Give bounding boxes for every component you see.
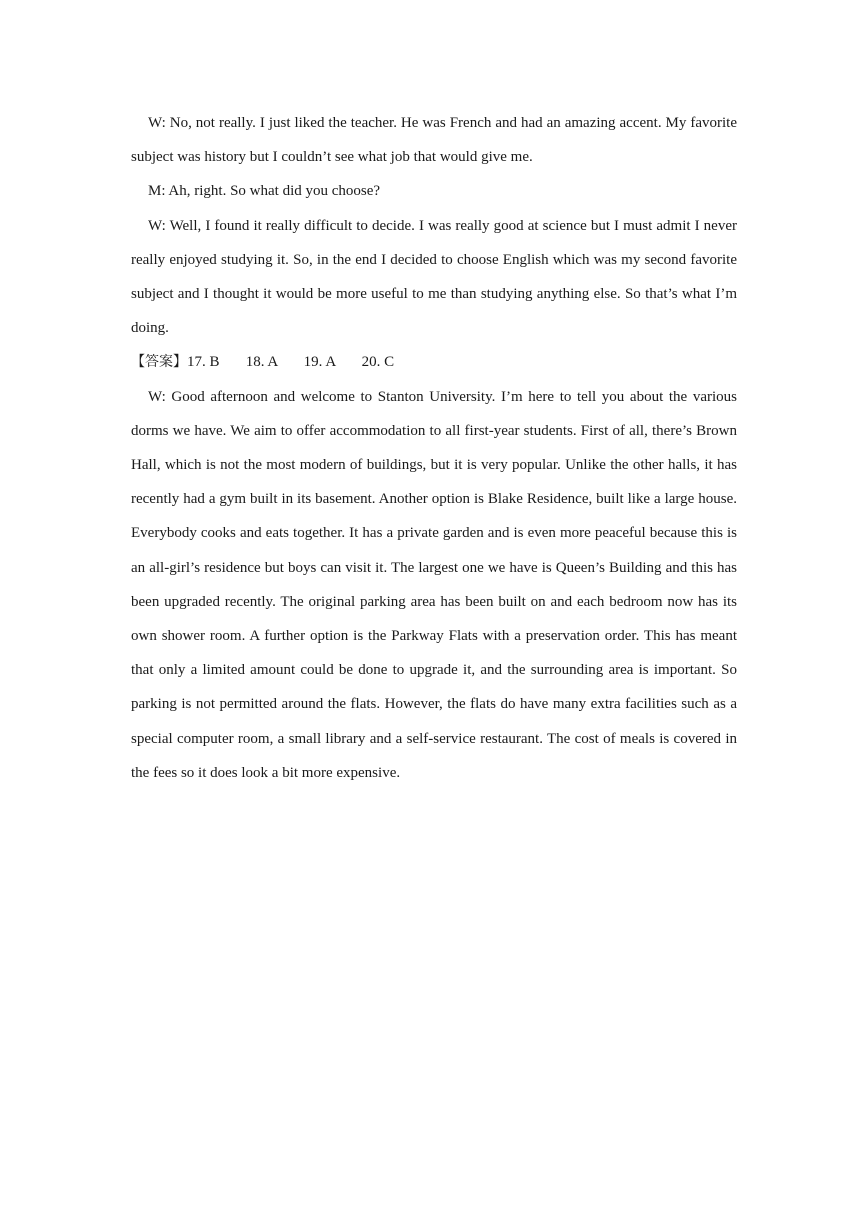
passage-paragraph: W: Good afternoon and welcome to Stanton University. I’m here to tell you about the various dorms we have. We aim to offer accommodation to all first-year students. First of all, there’s Brown Hall, which is not the most modern of buildings, but it is very popular. Unlike the other halls, it has recently had a gym built in its basement. Another option is Blake Residence, built like a large house. Everybody cooks and eats together. It has a private garden and is even more peaceful because this is an all-girl’s residence but boys can visit it. The largest one we have is Queen’s Building and this has been upgraded recently. The original parking area has been built on and each bedroom now has its own shower room. A further option is the Parkway Flats with a preservation order. This has meant that only a limited amount could be done to upgrade it, and the surrounding area is important. So parking is not permitted around the flats. However, the flats do have many extra facilities such as a special computer room, a small library and a self-service restaurant. The cost of meals is covered in the fees so it does look a bit more expensive. bbox=[131, 388, 737, 781]
answer-label: 【答案】 bbox=[131, 354, 187, 371]
dialogue-paragraph-2: M: Ah, right. So what did you choose? bbox=[148, 183, 381, 200]
answer-items: 17. B 18. A 19. A 20. C bbox=[187, 354, 395, 371]
dialogue-paragraph-1: W: No, not really. I just liked the teacher. He was French and had an amazing accent. My favorite subject was history but I couldn’t see what job that would give me. bbox=[131, 115, 737, 166]
answer-key bbox=[131, 345, 737, 379]
transcript-body bbox=[131, 106, 737, 790]
dialogue-paragraph-3: W: Well, I found it really difficult to decide. I was really good at science but I must admit I never really enjoyed studying it. So, in the end I decided to choose English which was my second favorite subject and I thought it would be more useful to me than studying anything else. So that’s what I’m doing. bbox=[131, 217, 737, 337]
